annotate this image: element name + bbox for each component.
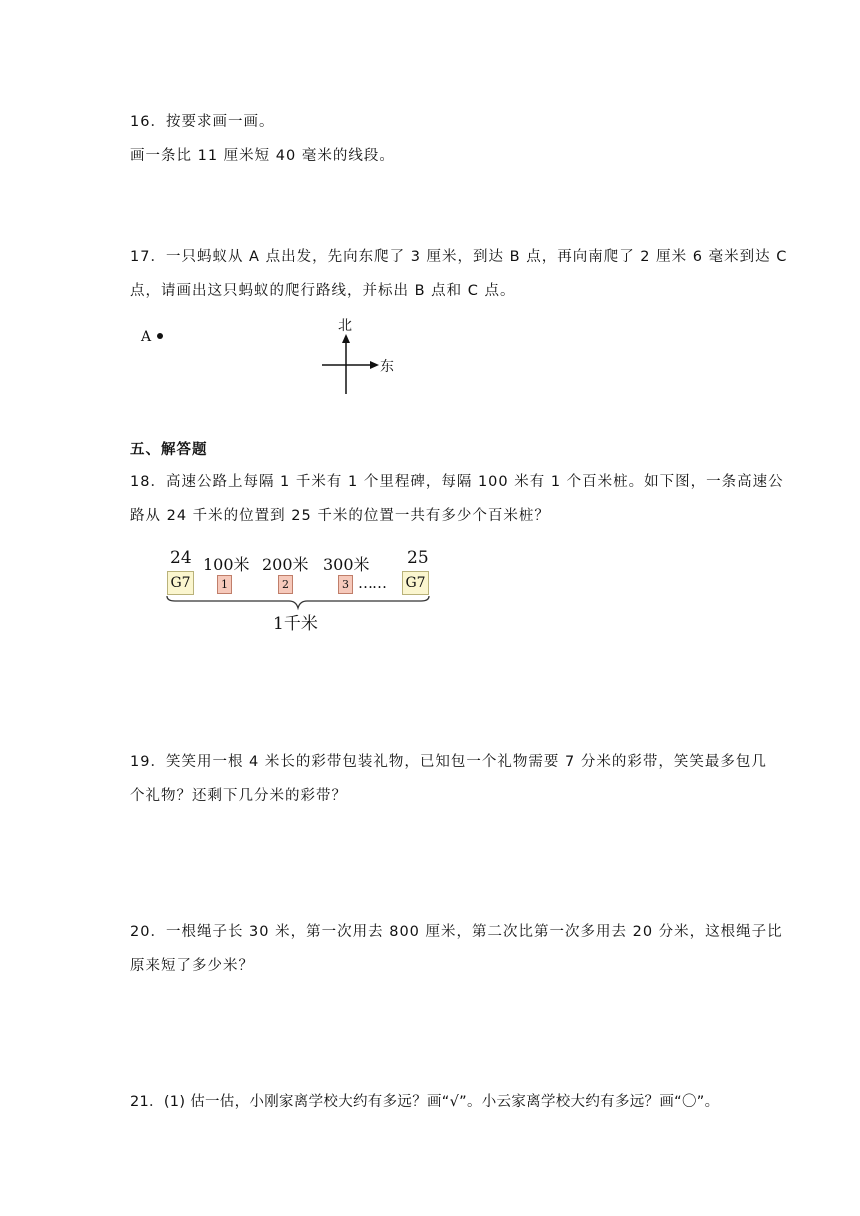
q16-text: 画一条比 11 厘米短 40 毫米的线段。 [130,148,395,164]
hundred-post-2: 2 [278,575,293,594]
post-label-300: 300米 [323,555,370,574]
milestone-start: G7 [167,571,194,595]
section-title: 五、解答题 [130,442,208,458]
q18-line1: 18．高速公路上每隔 1 千米有 1 个里程碑，每隔 100 米有 1 个百米桩。如下图，一条高速公 [130,474,784,490]
hundred-post-1: 1 [217,575,232,594]
end-km-label: 25 [407,548,429,568]
ellipsis: …… [358,574,386,592]
compass-axes [318,330,380,396]
milestone-end: G7 [402,571,429,595]
q20-line2: 原来短了多少米？ [130,958,254,974]
north-label: 北 [338,318,352,334]
q19-line1: 19．笑笑用一根 4 米长的彩带包装礼物，已知包一个礼物需要 7 分米的彩带，笑笑最多包几 [130,754,767,770]
point-a-dot [157,333,163,339]
point-a-label: A [141,329,152,345]
q17-line2: 点，请画出这只蚂蚁的爬行路线，并标出 B 点和 C 点。 [130,283,516,299]
q20-line1: 20．一根绳子长 30 米，第一次用去 800 厘米，第二次比第一次多用去 20 分米，这根绳子比 [130,924,783,940]
q18-line2: 路从 24 千米的位置到 25 千米的位置一共有多少个百米桩？ [130,508,550,524]
q21-line1: 21．(1) 估一估，小刚家离学校大约有多远？画“√”。小云家离学校大约有多远？画“〇”。 [130,1094,720,1110]
span-label: 1千米 [273,614,318,634]
q19-line2: 个礼物？还剩下几分米的彩带？ [130,788,347,804]
post-label-200: 200米 [262,555,309,574]
start-km-label: 24 [170,548,192,568]
q16-title: 16．按要求画一画。 [130,114,275,130]
q17-line1: 17．一只蚂蚁从 A 点出发，先向东爬了 3 厘米，到达 B 点，再向南爬了 2 厘米 6 毫米到达 C [130,249,788,265]
hundred-post-3: 3 [338,575,353,594]
post-label-100: 100米 [203,555,250,574]
east-label: 东 [380,359,394,375]
